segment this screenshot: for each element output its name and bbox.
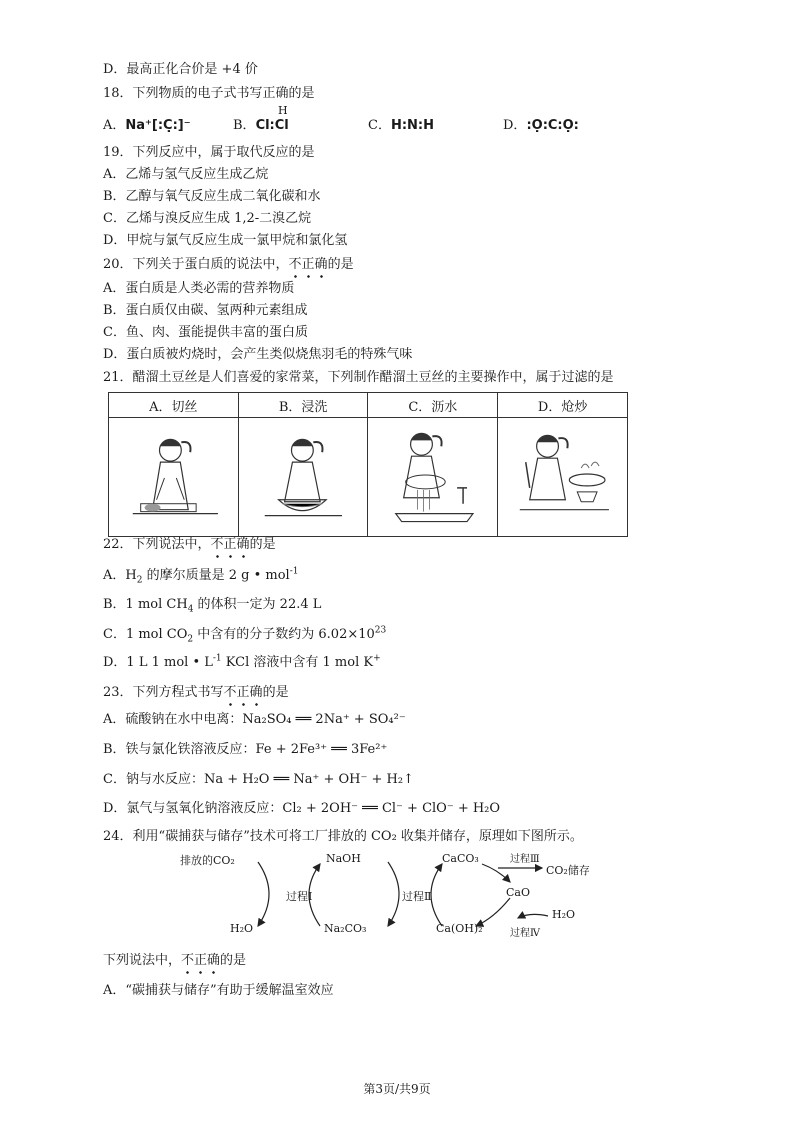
q24-substem-pre: 下列说法中， [103, 953, 182, 968]
q22-c-pre: C．1 mol CO [103, 627, 188, 642]
q19-stem: 19．下列反应中，属于取代反应的是 [103, 145, 315, 160]
q20-stem-post: 的是 [327, 257, 354, 272]
q20-option-c: C．鱼、肉、蛋能提供丰富的蛋白质 [103, 325, 308, 340]
q21-cell-d [498, 418, 628, 537]
q18-option-a [103, 118, 191, 134]
q23-stem-emphasis: 不正确 [223, 685, 263, 700]
label-cao: CaO [506, 886, 530, 899]
q18-option-c [368, 118, 434, 134]
q23-option-d: D．氯气与氢氧化钠溶液反应：Cl₂ + 2OH⁻ ══ Cl⁻ + ClO⁻ + H₂O [103, 801, 501, 816]
q22-stem [103, 537, 276, 553]
q18-option-d [503, 118, 579, 134]
q21-cell-a [109, 418, 239, 537]
q22-option-c [103, 627, 386, 643]
q18-c-formula: H:N:H [390, 118, 434, 133]
q21-cell-c [368, 418, 498, 537]
q23-option-b: B．铁与氯化铁溶液反应：Fe + 2Fe³⁺ ══ 3Fe²⁺ [103, 742, 388, 757]
q22-c-sup: 23 [374, 625, 387, 636]
label-caco3: CaCO₃ [442, 852, 479, 865]
q23-stem-post: 的是 [262, 685, 289, 700]
q18-c-label: C． [368, 118, 391, 133]
q18-c-top-atom: H [278, 104, 288, 117]
q22-b-sub: 4 [187, 604, 194, 615]
q18-option-b [233, 118, 289, 134]
q18-b-formula: Cl:Cl [255, 118, 289, 133]
q22-d-sup: -1 [212, 653, 222, 664]
q21-header-b: B．浸洗 [238, 393, 368, 418]
q22-c-sub: 2 [187, 634, 194, 645]
q22-stem-emphasis: 不正确 [210, 537, 250, 552]
q18-a-formula: Na⁺[:C̣:]⁻ [125, 118, 191, 133]
q23-option-a: A．硫酸钠在水中电离：Na₂SO₄ ══ 2Na⁺ + SO₄²⁻ [103, 712, 406, 727]
q22-d-mid: KCl 溶液中含有 1 mol K [221, 655, 374, 670]
page-number-footer: 第3页/共9页 [363, 1082, 431, 1096]
q23-option-c: C．钠与水反应：Na + H₂O ══ Na⁺ + OH⁻ + H₂↑ [103, 772, 414, 787]
q22-option-a [103, 568, 298, 584]
q22-a-sub: 2 [136, 575, 143, 586]
q22-b-post: 的体积一定为 22.4 L [193, 597, 322, 612]
q19-option-b: B．乙醇与氧气反应生成二氧化碳和水 [103, 189, 321, 204]
q22-c-mid: 中含有的分子数约为 6.02×10 [193, 627, 375, 642]
q17-option-d: D．最高正化合价是 +4 价 [103, 62, 258, 77]
q18-d-formula: :Ọ:C:Ọ: [526, 118, 579, 133]
q20-option-b: B．蛋白质仅由碳、氢两种元素组成 [103, 303, 308, 318]
q24-substem-post: 的是 [220, 953, 247, 968]
label-h2o-right: H₂O [552, 908, 576, 921]
girl-stir-frying-illustration [498, 418, 627, 532]
label-co2-storage: CO₂储存 [546, 864, 590, 877]
label-h2o-left: H₂O [230, 922, 254, 935]
q18-d-label: D． [503, 118, 527, 133]
q18-a-label: A． [103, 118, 126, 133]
q23-stem [103, 685, 289, 701]
label-process-3: 过程Ⅲ [510, 854, 540, 865]
label-process-4: 过程Ⅳ [510, 928, 540, 939]
label-emitted-co2: 排放的CO₂ [180, 854, 235, 867]
girl-cutting-illustration [109, 418, 238, 532]
q22-d-pre: D．1 L 1 mol • L [103, 655, 213, 670]
q22-a-sup: -1 [289, 566, 299, 577]
q20-stem-pre: 20．下列关于蛋白质的说法中， [103, 257, 289, 272]
girl-soaking-illustration [239, 418, 368, 532]
q24-option-a: A．“碳捕获与储存”有助于缓解温室效应 [103, 983, 334, 998]
q22-option-b [103, 597, 321, 613]
q20-stem-emphasis: 不正确 [288, 257, 328, 272]
q24-substem-emphasis: 不正确 [181, 953, 221, 968]
q21-header-a: A．切丝 [109, 393, 239, 418]
q19-option-d: D．甲烷与氯气反应生成一氯甲烷和氯化氢 [103, 233, 348, 248]
q18-b-label: B． [233, 118, 256, 133]
label-na2co3: Na₂CO₃ [324, 922, 367, 935]
carbon-capture-diagram [180, 848, 600, 940]
label-naoh: NaOH [326, 852, 361, 865]
q21-header-d: D．炝炒 [498, 393, 628, 418]
q21-option-table [108, 392, 628, 537]
q19-option-c: C．乙烯与溴反应生成 1,2-二溴乙烷 [103, 211, 312, 226]
q21-cell-b [238, 418, 368, 537]
label-caoh2: Ca(OH)₂ [436, 922, 483, 935]
q19-option-a: A．乙烯与氢气反应生成乙烷 [103, 167, 269, 182]
girl-draining-illustration [368, 418, 497, 532]
q22-option-d [103, 655, 381, 671]
q22-d-sup2: + [373, 653, 381, 664]
q24-substem [103, 953, 246, 969]
q21-header-c: C．沥水 [368, 393, 498, 418]
q23-stem-pre: 23．下列方程式书写 [103, 685, 224, 700]
q21-stem: 21．醋溜土豆丝是人们喜爱的家常菜，下列制作醋溜土豆丝的主要操作中，属于过滤的是 [103, 370, 614, 385]
q22-stem-post: 的是 [249, 537, 276, 552]
q22-a-pre: A．H [103, 568, 137, 583]
q24-stem: 24．利用“碳捕获与储存”技术可将工厂排放的 CO₂ 收集并储存，原理如下图所示。 [103, 829, 583, 844]
q20-stem [103, 257, 354, 273]
label-process-1: 过程Ⅰ [286, 890, 313, 903]
q22-stem-pre: 22．下列说法中， [103, 537, 211, 552]
q20-option-a: A．蛋白质是人类必需的营养物质 [103, 281, 295, 296]
q20-option-d: D．蛋白质被灼烧时，会产生类似烧焦羽毛的特殊气味 [103, 347, 413, 362]
q22-b-pre: B．1 mol CH [103, 597, 188, 612]
label-process-2: 过程Ⅱ [402, 890, 432, 903]
q18-stem: 18．下列物质的电子式书写正确的是 [103, 86, 315, 101]
q22-a-mid: 的摩尔质量是 2 g • mol [142, 568, 290, 583]
